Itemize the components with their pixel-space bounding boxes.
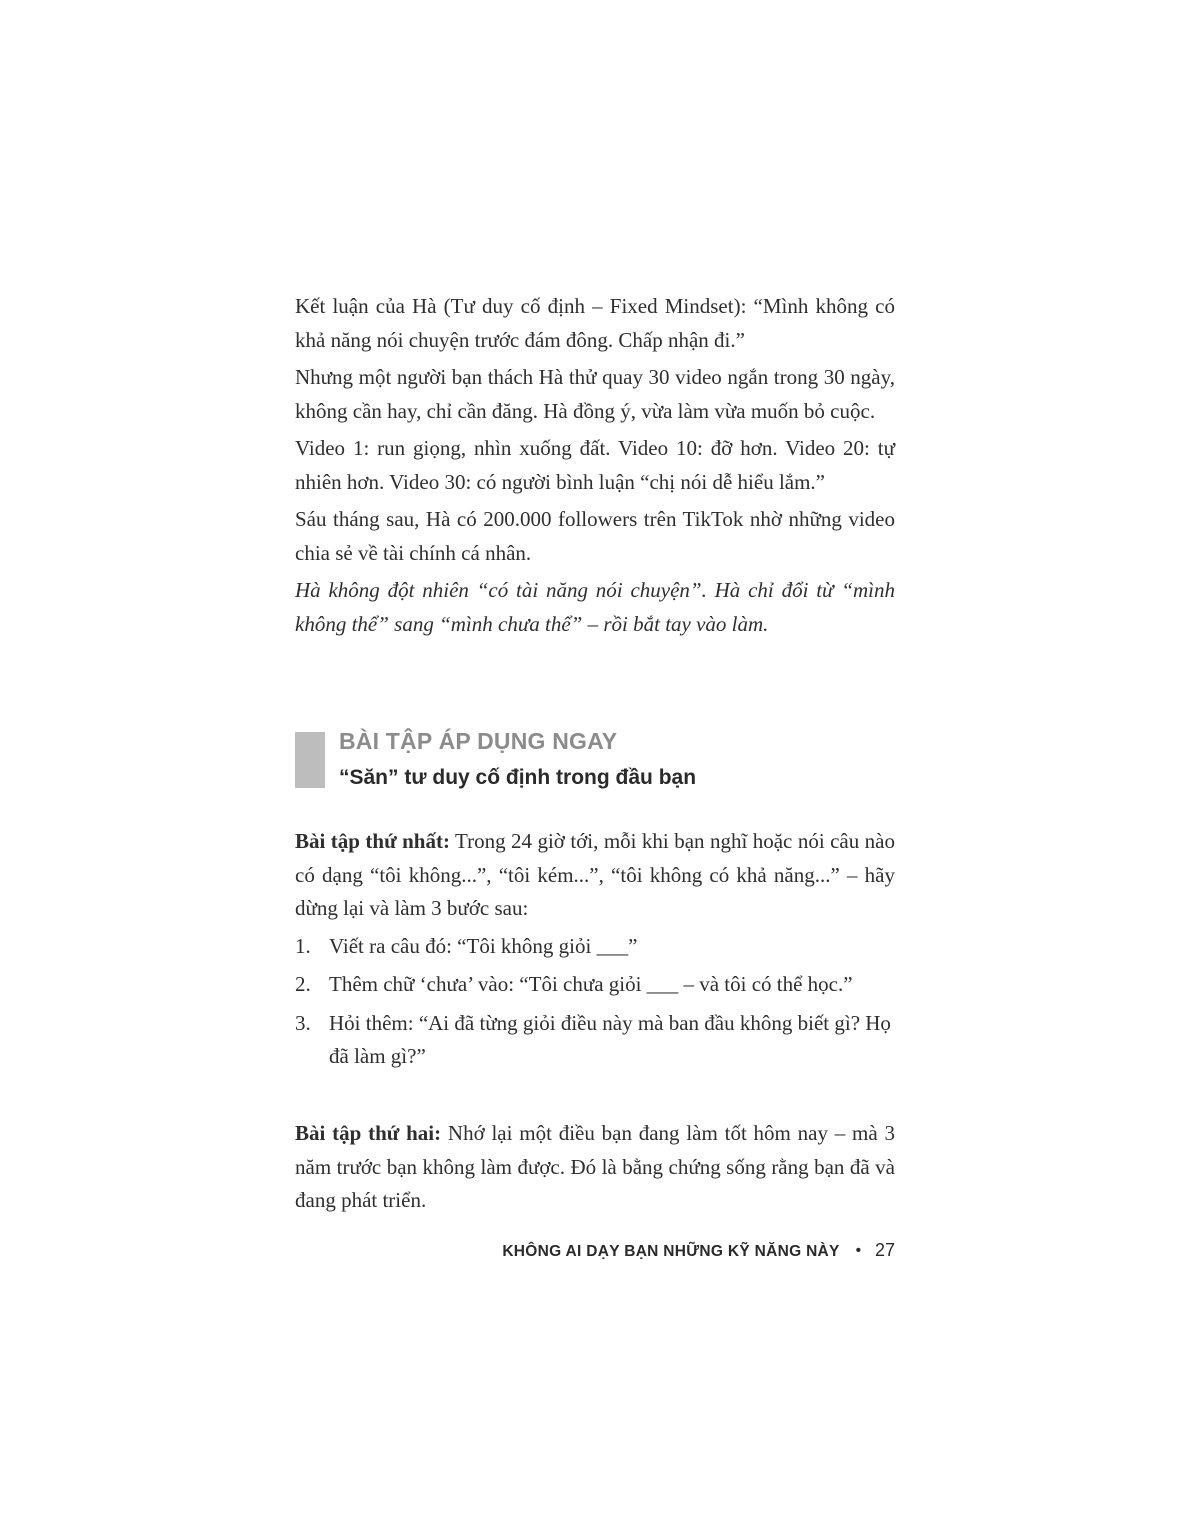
running-footer-title: KHÔNG AI DẠY BẠN NHỮNG KỸ NĂNG NÀY <box>502 1243 840 1260</box>
exercise-first <box>295 825 895 1079</box>
story-conclusion: Hà không đột nhiên “có tài năng nói chuyện”. Hà chỉ đổi từ “mình không thể” sang “mình chưa thể” – rồi bắt tay vào làm. <box>295 578 895 636</box>
page-number: 27 <box>874 1240 895 1260</box>
list-item <box>295 930 895 964</box>
exercise-first-intro <box>295 825 895 926</box>
exercise-first-text: Trong 24 giờ tới, mỗi khi bạn nghĩ hoặc nói câu nào có dạng “tôi không...”, “tôi kém...”, “tôi không có khả năng...” – hãy dừng lại và làm 3 bước sau: <box>295 829 895 920</box>
story-paragraph: Nhưng một người bạn thách Hà thử quay 30 video ngắn trong 30 ngày, không cần hay, chỉ cần đăng. Hà đồng ý, vừa làm vừa muốn bỏ cuộc. <box>295 365 895 423</box>
step-text: Hỏi thêm: “Ai đã từng giỏi điều này mà ban đầu không biết gì? Họ đã làm gì?” <box>329 1010 891 1068</box>
footer-separator: • <box>855 1242 861 1259</box>
exercise-title: “Săn” tư duy cố định trong đầu bạn <box>339 766 697 789</box>
exercise-second <box>295 1117 895 1222</box>
exercise-second-text-block <box>295 1117 895 1218</box>
story-paragraph: Sáu tháng sau, Hà có 200.000 followers trên TikTok nhờ những video chia sẻ về tài chính cá nhân. <box>295 507 895 565</box>
step-text: Thêm chữ ‘chưa’ vào: “Tôi chưa giỏi ___ – và tôi có thể học.” <box>329 972 853 996</box>
step-number: 1. <box>295 933 311 958</box>
exercise-marker-bar <box>295 732 325 788</box>
step-number: 3. <box>295 1010 311 1035</box>
exercise-second-lead: Bài tập thứ hai: <box>295 1121 442 1145</box>
exercise-header <box>295 728 895 790</box>
step-text: Viết ra câu đó: “Tôi không giỏi ___” <box>329 933 638 958</box>
story-paragraph: Kết luận của Hà (Tư duy cố định – Fixed Mindset): “Mình không có khả năng nói chuyện trước đám đông. Chấp nhận đi.” <box>295 294 895 352</box>
step-number: 2. <box>295 972 311 996</box>
list-item <box>295 1007 895 1074</box>
exercise-steps-list <box>295 930 895 1074</box>
page-footer <box>295 1240 895 1261</box>
list-item <box>295 968 895 1002</box>
story-section <box>295 290 895 645</box>
exercise-second-text: Nhớ lại một điều bạn đang làm tốt hôm nay – mà 3 năm trước bạn không làm được. Đó là bằng chứng sống rằng bạn đã và đang phát triển. <box>295 1121 895 1212</box>
exercise-first-lead: Bài tập thứ nhất: <box>295 829 450 853</box>
story-paragraph: Video 1: run giọng, nhìn xuống đất. Video 10: đỡ hơn. Video 20: tự nhiên hơn. Video 30: có người bình luận “chị nói dễ hiểu lắm.” <box>295 436 895 494</box>
exercise-label: BÀI TẬP ÁP DỤNG NGAY <box>339 728 618 754</box>
